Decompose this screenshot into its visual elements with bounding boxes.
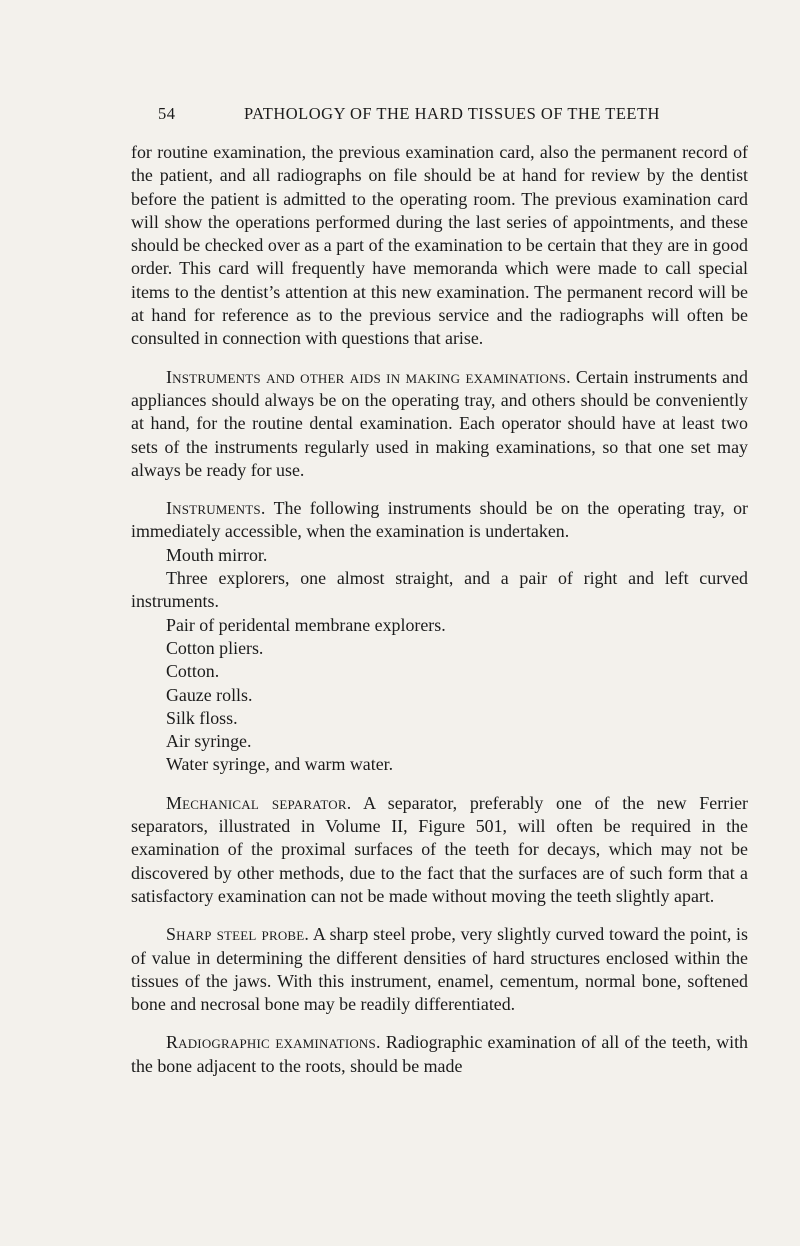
section-heading: Instruments. bbox=[166, 498, 266, 519]
paragraph-text: The following instruments should be on the operating tray, or immediately accessible, when the examination is undertaken. bbox=[131, 498, 748, 542]
paragraph-sharp-steel-probe bbox=[131, 923, 748, 1016]
paragraph-instruments bbox=[131, 497, 748, 544]
body-text bbox=[131, 141, 748, 1078]
section-heading: Mechanical separator. bbox=[166, 792, 352, 813]
list-item: Mouth mirror. bbox=[166, 544, 268, 565]
list-item: Water syringe, and warm water. bbox=[166, 754, 394, 775]
paragraph-instruments-and-aids bbox=[131, 366, 748, 482]
list-item: Three explorers, one almost straight, and a pair of right and left curved instruments. bbox=[131, 568, 748, 612]
list-item: Silk floss. bbox=[166, 707, 238, 728]
list-item: Cotton. bbox=[166, 661, 220, 682]
paragraph-mechanical-separator bbox=[131, 792, 748, 908]
page-header bbox=[158, 104, 748, 128]
list-item: Gauze rolls. bbox=[166, 684, 253, 705]
page-number: 54 bbox=[158, 104, 176, 123]
paragraph-radiographic-examinations bbox=[131, 1031, 748, 1078]
running-title: PATHOLOGY OF THE HARD TISSUES OF THE TEETH bbox=[244, 104, 660, 123]
paragraph-text: for routine examination, the previous examination card, also the permanent record of the patient, and all radiographs on file should be at hand for review by the dentist before the patient is admitted to the operating room. The previous examination card will show the operations performed during the last series of appointments, and these should be checked over as a part of the examination to be certain that they are in good order. This card will frequently have memoranda which were made to call special items to the dentist’s attention at this new examination. The permanent record will be at hand for reference as to the previous service and the radiographs will often be consulted in connection with questions that arise. bbox=[131, 142, 748, 349]
paragraph-text: Certain instruments and appliances should always be on the operating tray, and others should be conveniently at hand, for the routine dental examination. Each operator should have at least two sets of the instruments regularly used in making examinations, so that one set may always be ready for use. bbox=[131, 366, 748, 480]
paragraph-previous-records bbox=[131, 141, 748, 351]
paragraph-text: A separator, preferably one of the new Ferrier separators, illustrated in Volume II, Figure 501, will often be required in the examination of the proximal surfaces of the teeth for decays, which may not be discovered by other methods, due to the fact that the surfaces are of such form that a satisfactory examination can not be made without moving the teeth slightly apart. bbox=[131, 792, 748, 906]
section-heading: Sharp steel probe. bbox=[166, 924, 310, 945]
list-item: Pair of peridental membrane explorers. bbox=[166, 614, 446, 635]
paragraph-text: A sharp steel probe, very slightly curved toward the point, is of value in determining the different densities of hard structures enclosed within the tissues of the jaws. With this instrument, enamel, cementum, normal bone, softened bone and necrosal bone may be readily differentiated. bbox=[131, 924, 748, 1015]
list-item: Cotton pliers. bbox=[166, 637, 264, 658]
list-item: Air syringe. bbox=[166, 731, 252, 752]
section-heading: Radiographic examinations. bbox=[166, 1032, 381, 1053]
section-heading: Instruments and other aids in making examinations. bbox=[166, 366, 571, 387]
paragraph-text: Radiographic examination of all of the teeth, with the bone adjacent to the roots, should be made bbox=[131, 1032, 748, 1076]
instrument-list bbox=[131, 544, 748, 777]
